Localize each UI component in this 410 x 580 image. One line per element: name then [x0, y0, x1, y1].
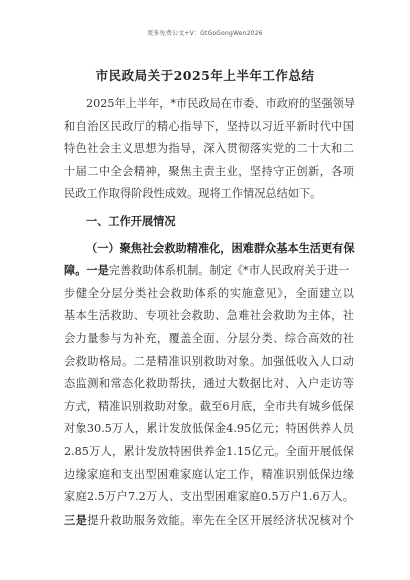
para-line-8: 2.85万人，累计发放特困供养金1.15亿元。全面开展低保 [64, 444, 354, 458]
subsection-heading-end: 障。 [64, 263, 87, 278]
intro-line-3: 特色社会主义思想为指导，深入贯彻落实党的二十大和二 [64, 142, 354, 156]
para-line-2: 基本生活救助、专项社会救助、急难社会救助为主体，社 [64, 309, 354, 323]
intro-line-2: 和自治区民政厅的精心指导下，坚持以习近平新时代中国 [64, 119, 354, 133]
intro-line-4: 十届二中全会精神，聚焦主责主业，坚持守正创新，各项 [64, 164, 354, 178]
document-body [64, 93, 354, 532]
para-line-6: 方式，精准识别救助对象。截至6月底，全市共有城乡低保 [64, 399, 354, 413]
para-line-11 [64, 509, 354, 533]
header-note: 更多免费公文+V：GtGoGongWen2026 [147, 30, 263, 37]
para-line-7: 对象30.5万人，累计发放低保金4.95亿元；特困供养人员 [64, 422, 354, 436]
point-text-3: 提升救助服务效能。率先在全区开展经济状况核对个 [87, 513, 354, 527]
section-heading: 一、工作开展情况 [86, 213, 176, 228]
point-text-1: 完善救助体系机制。制定《*市人民政府关于进一 [108, 264, 350, 278]
intro-line-5: 民政工作取得阶段性成效。现将工作情况总结如下。 [64, 187, 322, 201]
para-line-9: 边缘家庭和支出型困难家庭认定工作，精准识别低保边缘 [64, 467, 354, 481]
para-line-3: 会力量参与为补充，覆盖全面、分层分类、综合高效的社 [64, 331, 354, 345]
subsection-heading: （一）聚焦社会救助精准化，困难群众基本生活更有保 [86, 240, 355, 255]
point-label-1: 一是 [86, 263, 109, 278]
intro-line-1: 2025年上半年，*市民政局在市委、市政府的坚强领导 [86, 97, 356, 110]
para-line-4: 会救助格局。二是精准识别救助对象。加强低收入人口动 [64, 354, 354, 368]
para-line-5: 态监测和常态化救助帮扶，通过大数据比对、入户走访等 [64, 377, 354, 391]
para-line-1: 步健全分层分类社会救助体系的实施意见》，全面建立以 [64, 286, 354, 300]
subsection-heading-cont [64, 259, 354, 283]
document-title: 市民政局关于2025年上半年工作总结 [95, 68, 315, 83]
para-line-10: 家庭2.5万户7.2万人、支出型困难家庭0.5万户1.6万人。 [64, 490, 354, 504]
point-label-3: 三是 [64, 512, 88, 527]
